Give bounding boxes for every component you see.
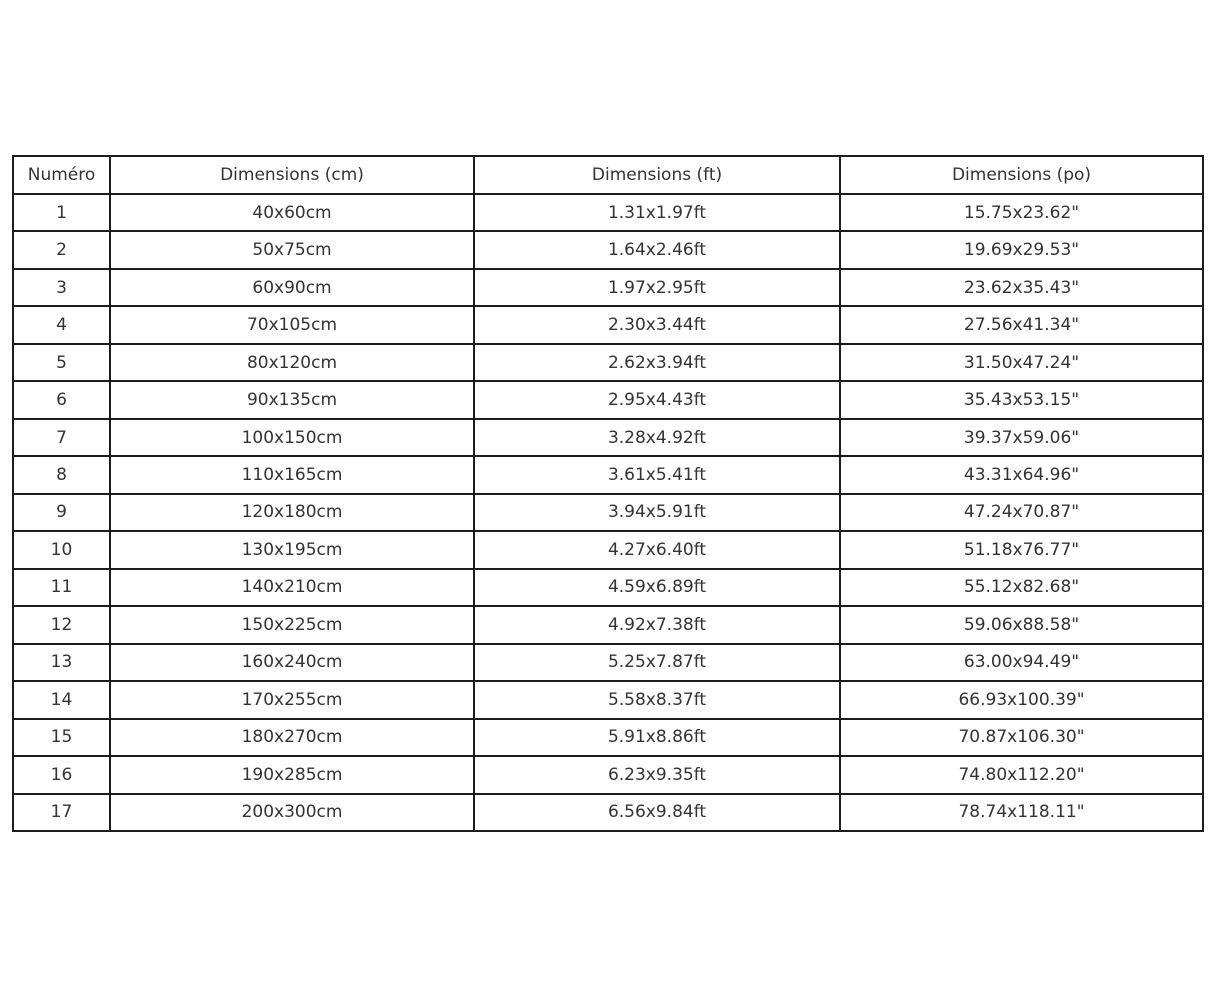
cell-numero: 3 bbox=[13, 269, 110, 306]
cell-numero: 15 bbox=[13, 719, 110, 756]
header-dimensions-ft: Dimensions (ft) bbox=[474, 156, 840, 194]
cell-numero: 5 bbox=[13, 344, 110, 381]
cell-dimensions-cm: 120x180cm bbox=[110, 494, 474, 531]
cell-numero: 10 bbox=[13, 531, 110, 568]
table-row bbox=[13, 419, 1203, 456]
header-numero: Numéro bbox=[13, 156, 110, 194]
header-dimensions-cm: Dimensions (cm) bbox=[110, 156, 474, 194]
table-row bbox=[13, 381, 1203, 418]
cell-dimensions-po: 31.50x47.24" bbox=[840, 344, 1203, 381]
cell-dimensions-cm: 140x210cm bbox=[110, 569, 474, 606]
cell-dimensions-po: 59.06x88.58" bbox=[840, 606, 1203, 643]
header-dimensions-po: Dimensions (po) bbox=[840, 156, 1203, 194]
cell-dimensions-ft: 2.95x4.43ft bbox=[474, 381, 840, 418]
table-row bbox=[13, 606, 1203, 643]
cell-dimensions-cm: 110x165cm bbox=[110, 456, 474, 493]
table-row bbox=[13, 494, 1203, 531]
cell-dimensions-ft: 1.31x1.97ft bbox=[474, 194, 840, 231]
cell-numero: 7 bbox=[13, 419, 110, 456]
table-row bbox=[13, 231, 1203, 268]
cell-dimensions-po: 63.00x94.49" bbox=[840, 644, 1203, 681]
cell-dimensions-ft: 1.64x2.46ft bbox=[474, 231, 840, 268]
table-row bbox=[13, 344, 1203, 381]
cell-dimensions-po: 51.18x76.77" bbox=[840, 531, 1203, 568]
table-row bbox=[13, 794, 1203, 832]
cell-numero: 17 bbox=[13, 794, 110, 832]
cell-numero: 8 bbox=[13, 456, 110, 493]
cell-dimensions-ft: 3.61x5.41ft bbox=[474, 456, 840, 493]
cell-dimensions-ft: 4.92x7.38ft bbox=[474, 606, 840, 643]
cell-dimensions-cm: 80x120cm bbox=[110, 344, 474, 381]
cell-dimensions-po: 15.75x23.62" bbox=[840, 194, 1203, 231]
cell-dimensions-cm: 50x75cm bbox=[110, 231, 474, 268]
cell-dimensions-cm: 180x270cm bbox=[110, 719, 474, 756]
cell-numero: 16 bbox=[13, 756, 110, 793]
cell-numero: 9 bbox=[13, 494, 110, 531]
cell-dimensions-ft: 3.28x4.92ft bbox=[474, 419, 840, 456]
table-row bbox=[13, 194, 1203, 231]
cell-numero: 1 bbox=[13, 194, 110, 231]
cell-dimensions-po: 43.31x64.96" bbox=[840, 456, 1203, 493]
dimensions-table-container bbox=[12, 155, 1204, 832]
table-row bbox=[13, 269, 1203, 306]
cell-dimensions-po: 19.69x29.53" bbox=[840, 231, 1203, 268]
table-row bbox=[13, 756, 1203, 793]
cell-dimensions-ft: 1.97x2.95ft bbox=[474, 269, 840, 306]
cell-dimensions-cm: 100x150cm bbox=[110, 419, 474, 456]
cell-numero: 13 bbox=[13, 644, 110, 681]
table-row bbox=[13, 569, 1203, 606]
table-row bbox=[13, 456, 1203, 493]
cell-dimensions-ft: 5.58x8.37ft bbox=[474, 681, 840, 718]
cell-dimensions-cm: 70x105cm bbox=[110, 306, 474, 343]
table-header-row bbox=[13, 156, 1203, 194]
cell-dimensions-cm: 190x285cm bbox=[110, 756, 474, 793]
table-row bbox=[13, 531, 1203, 568]
cell-dimensions-cm: 60x90cm bbox=[110, 269, 474, 306]
table-row bbox=[13, 681, 1203, 718]
cell-dimensions-po: 70.87x106.30" bbox=[840, 719, 1203, 756]
table-row bbox=[13, 306, 1203, 343]
cell-dimensions-ft: 2.30x3.44ft bbox=[474, 306, 840, 343]
table-row bbox=[13, 644, 1203, 681]
cell-dimensions-ft: 5.25x7.87ft bbox=[474, 644, 840, 681]
cell-dimensions-ft: 5.91x8.86ft bbox=[474, 719, 840, 756]
cell-dimensions-cm: 150x225cm bbox=[110, 606, 474, 643]
cell-dimensions-po: 74.80x112.20" bbox=[840, 756, 1203, 793]
cell-numero: 12 bbox=[13, 606, 110, 643]
cell-dimensions-po: 27.56x41.34" bbox=[840, 306, 1203, 343]
cell-dimensions-po: 35.43x53.15" bbox=[840, 381, 1203, 418]
cell-dimensions-po: 47.24x70.87" bbox=[840, 494, 1203, 531]
cell-numero: 11 bbox=[13, 569, 110, 606]
cell-dimensions-cm: 130x195cm bbox=[110, 531, 474, 568]
cell-dimensions-ft: 3.94x5.91ft bbox=[474, 494, 840, 531]
cell-dimensions-ft: 4.59x6.89ft bbox=[474, 569, 840, 606]
cell-dimensions-po: 78.74x118.11" bbox=[840, 794, 1203, 832]
cell-numero: 6 bbox=[13, 381, 110, 418]
cell-numero: 2 bbox=[13, 231, 110, 268]
cell-dimensions-ft: 6.23x9.35ft bbox=[474, 756, 840, 793]
table-row bbox=[13, 719, 1203, 756]
dimensions-table bbox=[12, 155, 1204, 832]
cell-dimensions-cm: 200x300cm bbox=[110, 794, 474, 832]
cell-dimensions-po: 55.12x82.68" bbox=[840, 569, 1203, 606]
cell-dimensions-cm: 40x60cm bbox=[110, 194, 474, 231]
cell-numero: 4 bbox=[13, 306, 110, 343]
cell-dimensions-ft: 2.62x3.94ft bbox=[474, 344, 840, 381]
cell-dimensions-cm: 170x255cm bbox=[110, 681, 474, 718]
cell-dimensions-po: 66.93x100.39" bbox=[840, 681, 1203, 718]
cell-dimensions-cm: 90x135cm bbox=[110, 381, 474, 418]
cell-dimensions-ft: 6.56x9.84ft bbox=[474, 794, 840, 832]
cell-dimensions-po: 39.37x59.06" bbox=[840, 419, 1203, 456]
cell-numero: 14 bbox=[13, 681, 110, 718]
cell-dimensions-po: 23.62x35.43" bbox=[840, 269, 1203, 306]
cell-dimensions-cm: 160x240cm bbox=[110, 644, 474, 681]
cell-dimensions-ft: 4.27x6.40ft bbox=[474, 531, 840, 568]
